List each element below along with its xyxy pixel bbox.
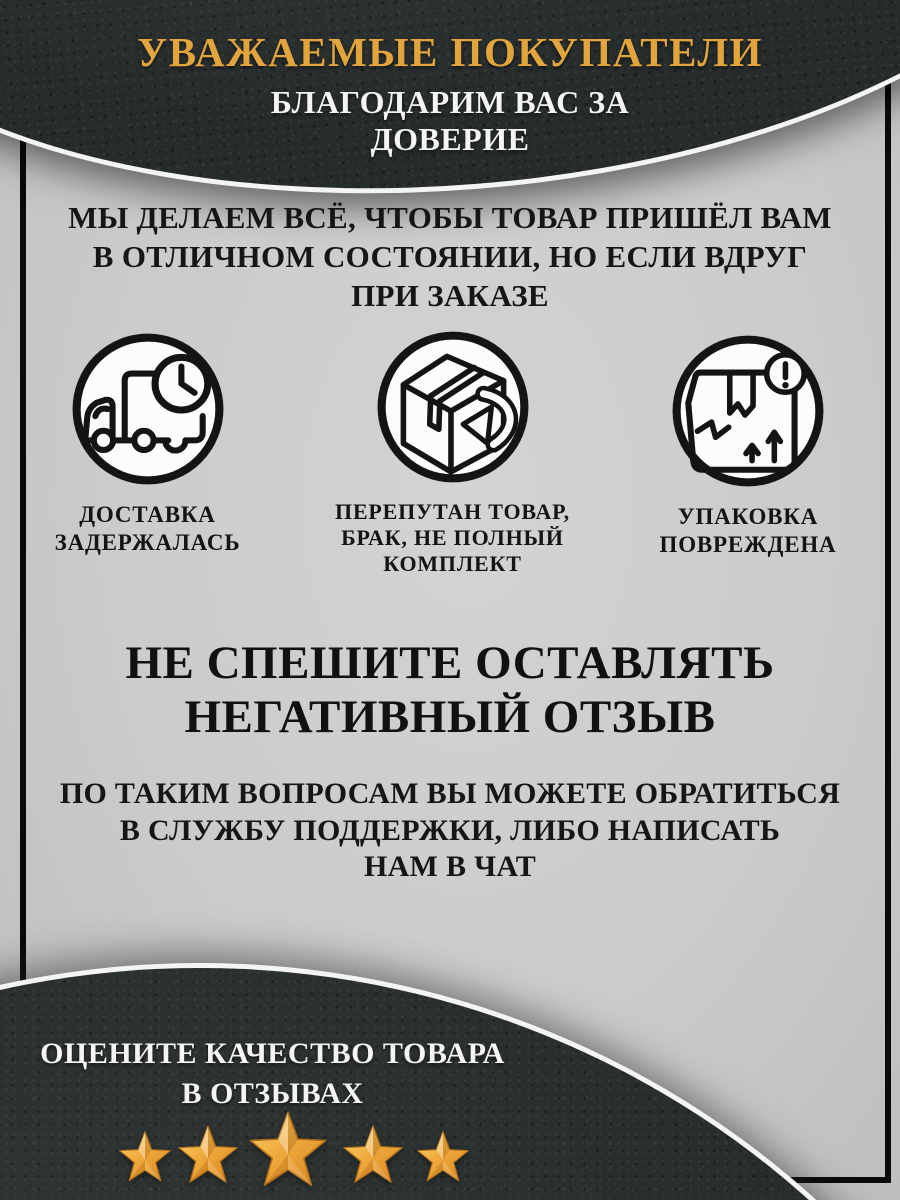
issue-delivery-delayed: [10, 328, 285, 556]
support-text: [0, 776, 900, 886]
footer-line-2: В ОТЗЫВАХ: [181, 1077, 364, 1110]
box-return-arrow-icon: [372, 326, 534, 488]
damaged-package-icon: [667, 330, 829, 492]
header-subtitle-line2: ДОВЕРИЕ: [370, 121, 530, 157]
clock-glyph: [155, 357, 208, 410]
support-line-2: В СЛУЖБУ ПОДДЕРЖКИ, ЛИБО НАПИСАТЬ: [119, 813, 781, 847]
intro-text: [0, 198, 900, 315]
warning-line-1: НЕ СПЕШИТЕ ОСТАВЛЯТЬ: [125, 637, 775, 689]
issue-damaged-packaging: [612, 330, 884, 558]
footer-rating-text: [0, 1034, 545, 1114]
rating-star-icon-3: [248, 1110, 328, 1190]
footer-line-1: ОЦЕНИТЕ КАЧЕСТВО ТОВАРА: [40, 1037, 505, 1070]
header-title: УВАЖАЕМЫЕ ПОКУПАТЕЛИ: [137, 29, 763, 75]
header-subtitle-line1: БЛАГОДАРИМ ВАС ЗА: [270, 84, 630, 120]
intro-line-2: В ОТЛИЧНОМ СОСТОЯНИИ, НО ЕСЛИ ВДРУГ: [92, 239, 808, 274]
issue-label-damaged: УПАКОВКА ПОВРЕЖДЕНА: [659, 504, 837, 557]
support-line-3: НАМ В ЧАТ: [363, 850, 537, 883]
support-line-1: ПО ТАКИМ ВОПРОСАМ ВЫ МОЖЕТЕ ОБРАТИТЬСЯ: [59, 777, 841, 810]
warning-heading: [0, 636, 900, 744]
delivery-truck-clock-icon: [67, 328, 229, 490]
rating-star-icon-4: [342, 1124, 404, 1186]
issue-label-wrong-item: ПЕРЕПУТАН ТОВАР, БРАК, НЕ ПОЛНЫЙ КОМПЛЕКТ: [335, 499, 570, 576]
rating-star-icon-5: [416, 1130, 470, 1184]
issue-wrong-item: [300, 326, 605, 577]
intro-line-3: ПРИ ЗАКАЗЕ: [351, 278, 549, 313]
rating-star-icon-1: [118, 1130, 172, 1184]
warning-line-2: НЕГАТИВНЫЙ ОТЗЫВ: [184, 691, 716, 743]
intro-line-1: МЫ ДЕЛАЕМ ВСЁ, ЧТОБЫ ТОВАР ПРИШЁЛ ВАМ: [68, 200, 832, 235]
rating-star-icon-2: [177, 1124, 239, 1186]
exclamation-glyph: [767, 355, 804, 392]
issue-label-delivery: ДОСТАВКА ЗАДЕРЖАЛАСЬ: [54, 502, 241, 555]
header-subtitle: [0, 84, 900, 158]
